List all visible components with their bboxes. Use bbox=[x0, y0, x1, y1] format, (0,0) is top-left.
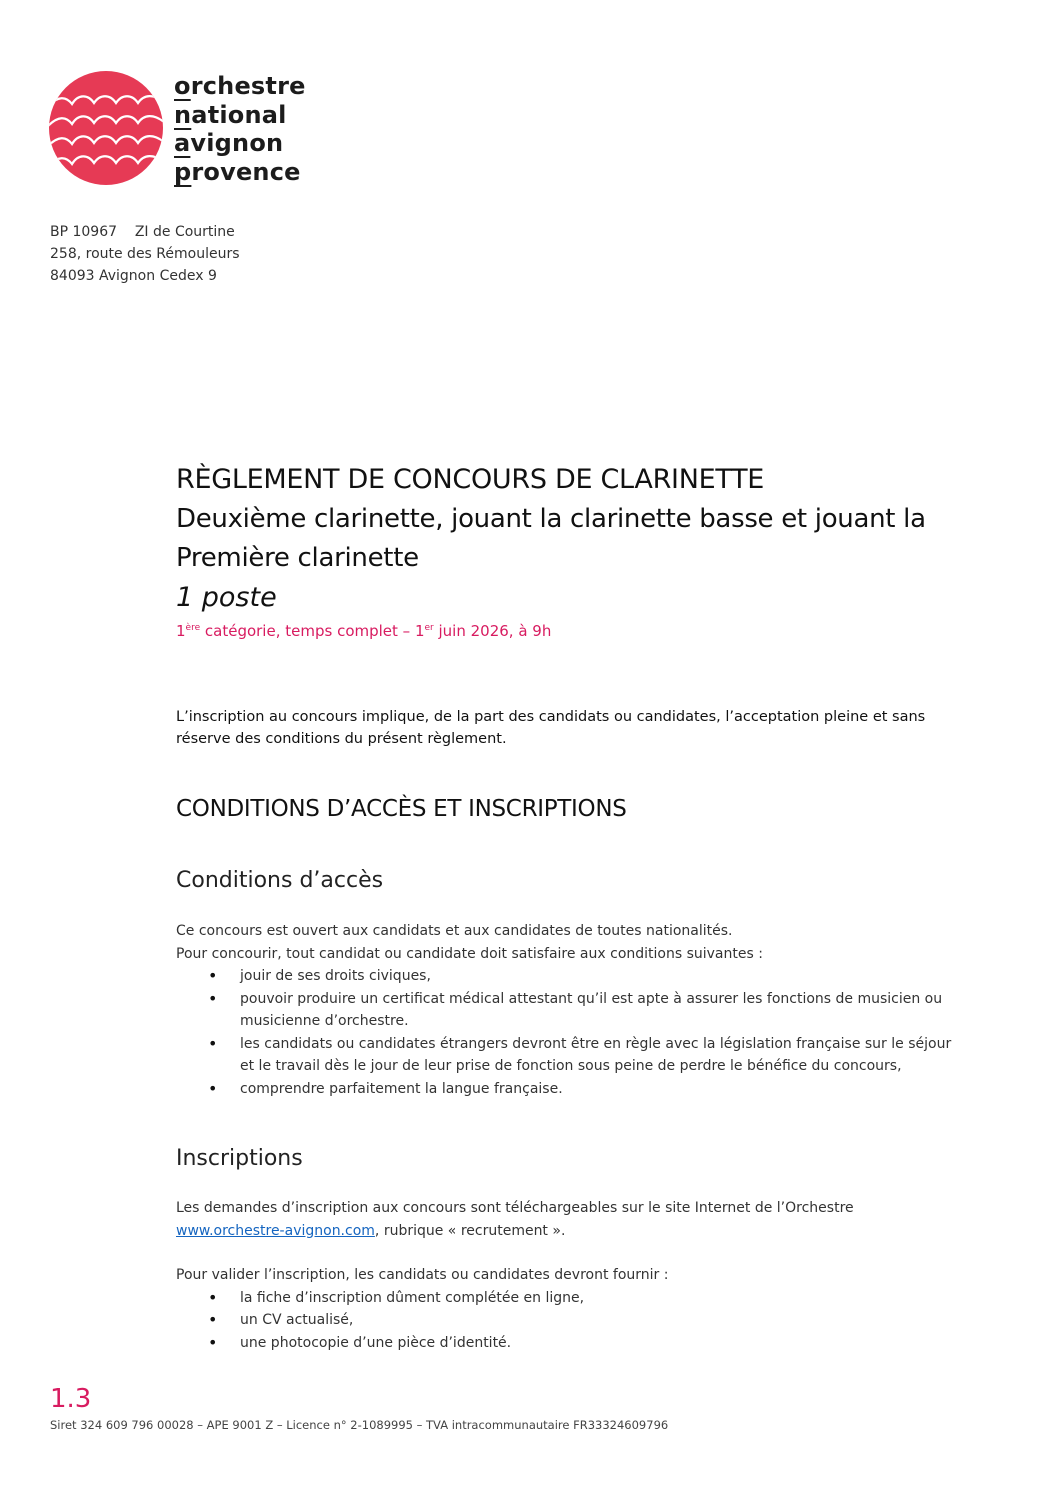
conditions-heading: Conditions d’accès bbox=[176, 868, 384, 893]
inscriptions-line: Les demandes d’inscription aux concours sont téléchargeables sur le site Internet de l’Orchestre bbox=[176, 1200, 854, 1216]
cat-text: juin 2026, à 9h bbox=[433, 622, 552, 640]
logo-word: orchestre bbox=[174, 72, 306, 100]
cat-num: 1 bbox=[414, 622, 425, 640]
subtitle-line: Deuxième clarinette, jouant la clarinette basse et jouant la bbox=[176, 504, 926, 534]
page-number: 1.3 bbox=[50, 1384, 92, 1414]
logo-word: national bbox=[174, 100, 287, 129]
list-item: • les candidats ou candidates étrangers devront être en règle avec la législation française sur le séjour et le travail dès le jour de leur prise de fonction sous peine de perdre le bénéfice du concours, bbox=[176, 1033, 966, 1078]
inscriptions-line: Pour valider l’inscription, les candidats ou candidates devront fournir : bbox=[176, 1267, 669, 1283]
inscriptions-body bbox=[176, 1197, 966, 1354]
conditions-list bbox=[176, 965, 966, 1100]
cat-text: catégorie, temps complet – bbox=[200, 622, 415, 640]
cat-sup: er bbox=[424, 623, 434, 633]
document-title: RÈGLEMENT DE CONCOURS DE CLARINETTE bbox=[176, 464, 765, 495]
footer-legal: Siret 324 609 796 00028 – APE 9001 Z – Licence n° 2-1089995 – TVA intracommunautaire FR33324609796 bbox=[50, 1418, 669, 1432]
section-title: CONDITIONS D’ACCÈS ET INSCRIPTIONS bbox=[176, 796, 627, 822]
document-subtitle bbox=[176, 500, 958, 578]
inscriptions-link-line bbox=[176, 1220, 966, 1243]
link-suffix: , rubrique « recrutement ». bbox=[374, 1222, 566, 1239]
conditions-line: Pour concourir, tout candidat ou candidate doit satisfaire aux conditions suivantes : bbox=[176, 945, 763, 962]
title-block bbox=[176, 460, 958, 642]
list-item: • jouir de ses droits civiques, bbox=[176, 965, 966, 988]
intro-paragraph: L’inscription au concours implique, de la part des candidats ou candidates, l’acceptation pleine et sans réserve des conditions du présent règlement. bbox=[176, 709, 926, 747]
logo-word: provence bbox=[174, 157, 301, 186]
logo-wave-circle bbox=[48, 70, 164, 186]
cat-sup: ère bbox=[185, 623, 201, 633]
list-item: • une photocopie d’une pièce d’identité. bbox=[176, 1332, 966, 1355]
list-item: • la fiche d’inscription dûment complétée en ligne, bbox=[176, 1287, 966, 1310]
logo-wordmark bbox=[174, 72, 306, 186]
website-link[interactable]: www.orchestre-avignon.com bbox=[176, 1222, 375, 1239]
conditions-body bbox=[176, 920, 966, 1100]
address-line: 84093 Avignon Cedex 9 bbox=[50, 268, 217, 284]
address-line: 258, route des Rémouleurs bbox=[50, 246, 240, 262]
conditions-line: Ce concours est ouvert aux candidats et aux candidates de toutes nationalités. bbox=[176, 923, 733, 939]
logo bbox=[48, 70, 338, 190]
logo-word: avignon bbox=[174, 129, 284, 157]
inscriptions-list bbox=[176, 1287, 966, 1355]
list-item: • un CV actualisé, bbox=[176, 1309, 966, 1332]
subtitle-line: Première clarinette bbox=[176, 543, 419, 573]
list-item: • pouvoir produire un certificat médical attestant qu’il est apte à assurer les fonctions de musicien ou musicienne d’orchestre. bbox=[176, 988, 966, 1033]
address-line: BP 10967 ZI de Courtine bbox=[50, 224, 235, 240]
inscriptions-heading: Inscriptions bbox=[176, 1146, 303, 1171]
posts-count: 1 poste bbox=[176, 582, 277, 613]
list-item: • comprendre parfaitement la langue française. bbox=[176, 1078, 966, 1101]
postal-address bbox=[50, 221, 240, 287]
cat-num: 1 bbox=[176, 622, 186, 640]
category-line bbox=[176, 620, 958, 642]
